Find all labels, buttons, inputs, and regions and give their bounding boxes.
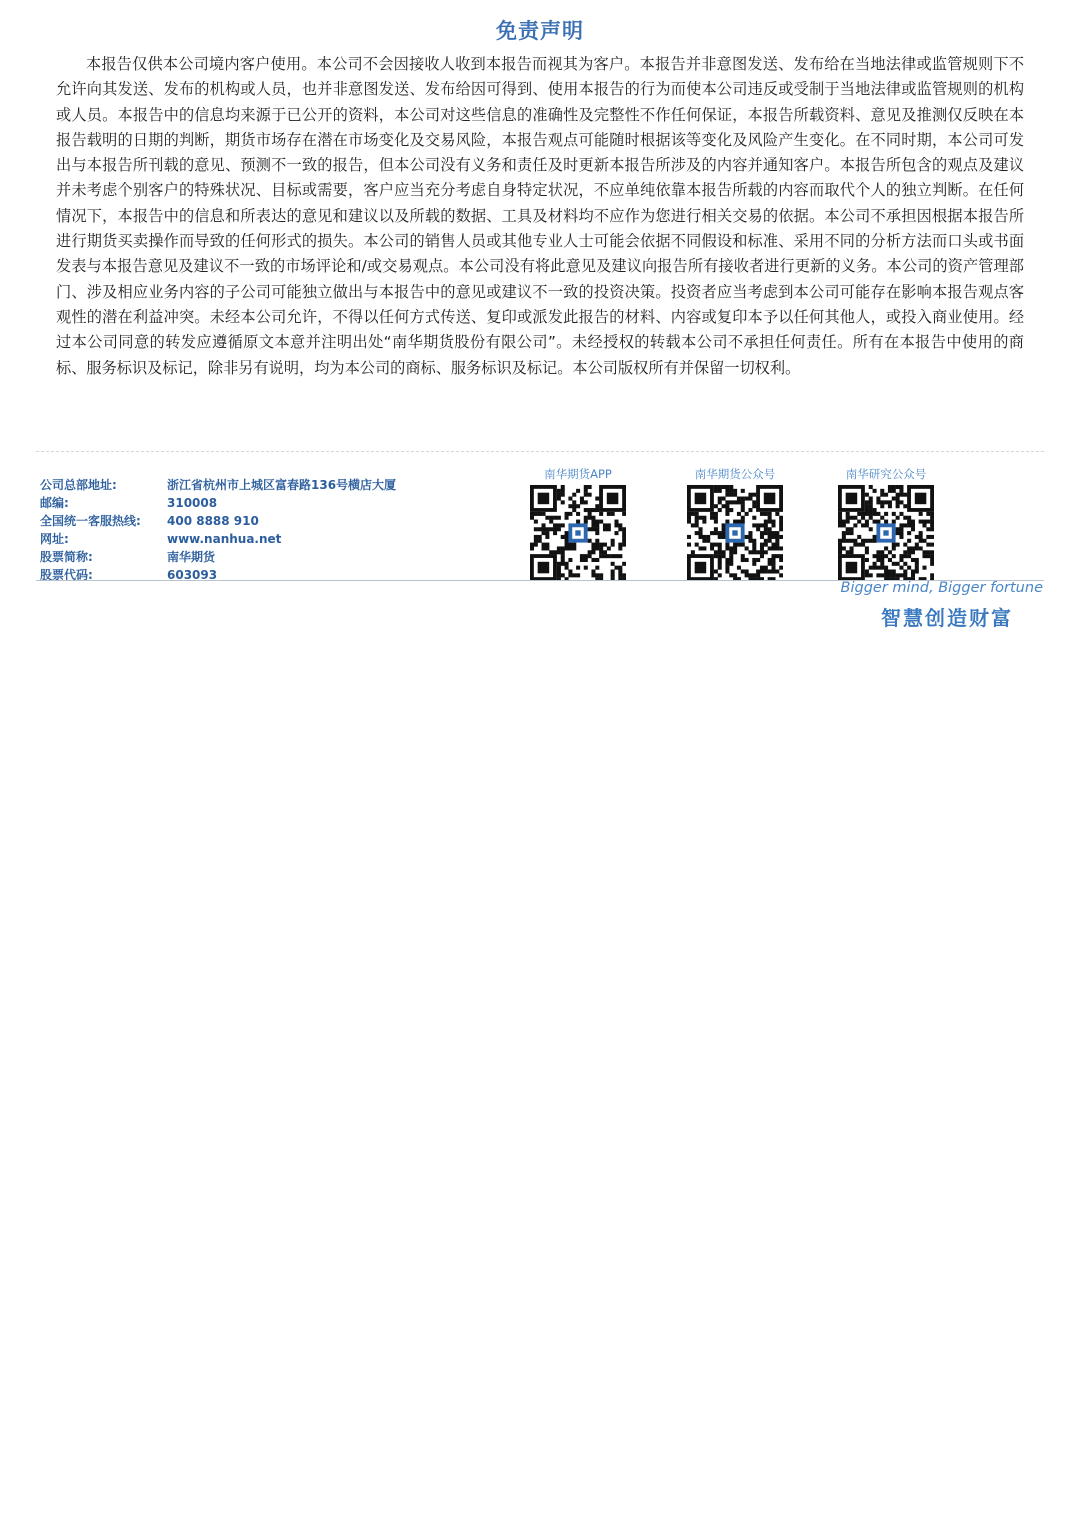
info-row-address [40, 476, 396, 494]
page-title: 免责声明 [496, 19, 584, 43]
qr-label-app: 南华期货APP [544, 467, 612, 481]
qr-code-icon [530, 485, 626, 581]
website-label: 网址: [40, 532, 69, 546]
info-row-postcode [40, 494, 396, 512]
qr-label-nanhua-research-account: 南华研究公众号 [845, 467, 927, 481]
website-link[interactable]: www.nanhua.net [167, 532, 282, 546]
stock-code-label: 股票代码: [40, 568, 93, 582]
info-row-stock-name [40, 548, 396, 566]
slogan-english: Bigger mind, Bigger fortune [840, 580, 1043, 596]
hotline-label: 全国统一客服热线: [40, 514, 141, 528]
postcode-value: 310008 [167, 496, 218, 510]
info-row-hotline [40, 512, 396, 530]
qr-block-app [523, 466, 633, 581]
disclaimer-paragraph: 本报告仅供本公司境内客户使用。本公司不会因接收人收到本报告而视其为客户。本报告并非意图发送、发布给在当地法律或监管规则下不允许向其发送、发布的机构或人员，也并非意图发送、发布给因可得到、使用本报告的行为而使本公司违反或受制于当地法律或监管规则的机构或人员。本报告中的信息均来源于已公开的资料，本公司对这些信息的准确性及完整性不作任何保证，本报告所载资料、意见及推测仅反映在本报告载明的日期的判断，期货市场存在潜在市场变化及交易风险，本报告观点可能随时根据该等变化及风险产生变化。在不同时期，本公司可发出与本报告所刊载的意见、预测不一致的报告，但本公司没有义务和责任及时更新本报告所涉及的内容并通知客户。本报告所包含的观点及建议并未考虑个别客户的特殊状况、目标或需要，客户应当充分考虑自身特定状况，不应单纯依靠本报告所载的内容而取代个人的独立判断。在任何情况下，本报告中的信息和所表达的意见和建议以及所载的数据、工具及材料均不应作为您进行相关交易的依据。本公司不承担因根据本报告所进行期货买卖操作而导致的任何形式的损失。本公司的销售人员或其他专业人士可能会依据不同假设和标准、采用不同的分析方法而口头或书面发表与本报告意见及建议不一致的市场评论和/或交易观点。本公司没有将此意见及建议向报告所有接收者进行更新的义务。本公司的资产管理部门、涉及相应业务内容的子公司可能独立做出与本报告中的意见或建议不一致的投资决策。投资者应当考虑到本公司可能存在影响本报告观点客观性的潜在利益冲突。未经本公司允许，不得以任何方式传送、复印或派发此报告的材料、内容或复印本予以任何其他人，或投入商业使用。经过本公司同意的转发应遵循原文本意并注明出处“南华期货股份有限公司”。未经授权的转载本公司不承担任何责任。所有在本报告中使用的商标、服务标识及标记，除非另有说明，均为本公司的商标、服务标识及标记。本公司版权所有并保留一切权利。 [56, 55, 1024, 377]
qr-label-nanhua-futures-account: 南华期货公众号 [694, 467, 776, 481]
stock-code-value: 603093 [167, 568, 218, 582]
info-row-website [40, 530, 396, 548]
stock-name-value: 南华期货 [167, 550, 216, 564]
qr-block-nanhua-research-account [831, 466, 941, 581]
company-info [40, 476, 396, 584]
qr-block-nanhua-futures-account [680, 466, 790, 581]
stock-name-label: 股票简称: [40, 550, 93, 564]
qr-code-icon [838, 485, 934, 581]
info-row-stock-code [40, 566, 396, 584]
postcode-label: 邮编: [40, 496, 69, 510]
qr-code-icon [687, 485, 783, 581]
hotline-value: 400 8888 910 [167, 514, 259, 528]
section-divider [36, 451, 1044, 452]
slogan-chinese: 智慧创造财富 [881, 606, 1013, 630]
address-value: 浙江省杭州市上城区富春路136号横店大厦 [167, 478, 397, 492]
address-label: 公司总部地址: [40, 478, 117, 492]
